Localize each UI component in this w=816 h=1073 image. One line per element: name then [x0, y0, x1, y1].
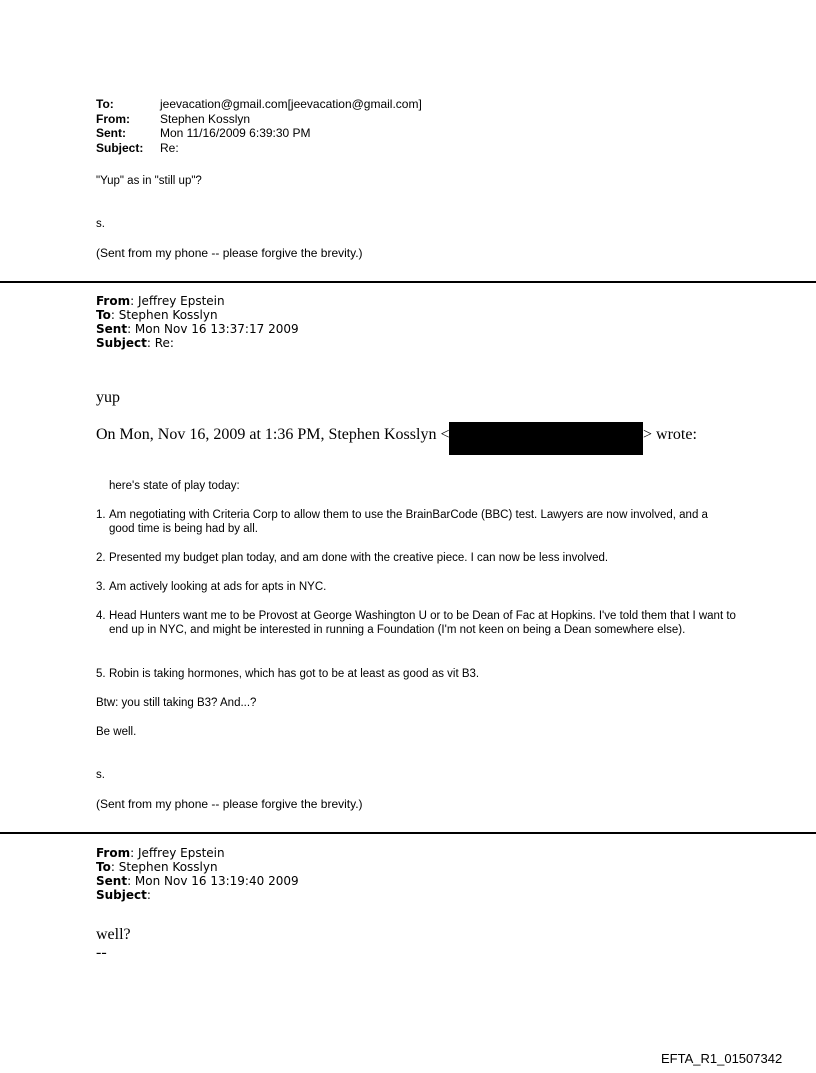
subject-value: : — [146, 888, 151, 902]
subject-row — [96, 336, 299, 350]
subject-value: Re: — [160, 140, 179, 155]
message1-body: "Yup" as in "still up"? — [96, 175, 202, 187]
from-label: From — [96, 294, 131, 308]
list-item — [96, 551, 736, 565]
from-row — [96, 846, 299, 860]
list-number: 1. — [96, 509, 106, 521]
list-number: 4. — [96, 610, 106, 622]
quote-intro-after: > wrote: — [643, 426, 697, 443]
to-label: To: — [96, 97, 114, 111]
list-number: 3. — [96, 581, 106, 593]
list-text: Head Hunters want me to be Provost at George Washington U or to be Dean of Fac at Hopkins. I've told them that I want to end up in NYC, and might be interested in running a Foundation (I'm not keen on being a Dean somewhere else). — [109, 610, 736, 636]
subject-label: Subject — [96, 336, 147, 350]
quoted-signature: (Sent from my phone -- please forgive the brevity.) — [96, 797, 363, 811]
to-value: : Stephen Kosslyn — [110, 308, 218, 322]
list-number: 5. — [96, 668, 106, 680]
message1-signature: (Sent from my phone -- please forgive the brevity.) — [96, 246, 363, 260]
sent-row — [96, 874, 299, 888]
to-label: To — [96, 860, 111, 874]
to-value: : Stephen Kosslyn — [110, 860, 218, 874]
subject-label: Subject: — [96, 140, 144, 155]
message2-header — [96, 294, 299, 350]
list-text: Am negotiating with Criteria Corp to allow them to use the BrainBarCode (BBC) test. Lawyers are now involved, and a good time is being had by all. — [109, 509, 708, 535]
quoted-intro: here's state of play today: — [109, 480, 240, 492]
quoted-closing: Be well. — [96, 726, 137, 738]
message1-signoff: s. — [96, 218, 105, 230]
sent-value: : Mon Nov 16 13:19:40 2009 — [127, 874, 299, 888]
sent-value: Mon 11/16/2009 6:39:30 PM — [160, 126, 311, 140]
from-row — [96, 112, 422, 127]
from-value: : Jeffrey Epstein — [130, 294, 225, 308]
list-text: Presented my budget plan today, and am done with the creative piece. I can now be less involved. — [109, 552, 609, 564]
quoted-signoff: s. — [96, 769, 105, 781]
subject-value: : Re: — [146, 336, 174, 350]
message3-dashes: -- — [96, 944, 107, 961]
document-id: EFTA_R1_01507342 — [661, 1051, 783, 1066]
list-text: Am actively looking at ads for apts in NYC. — [109, 581, 327, 593]
list-item — [96, 580, 736, 594]
sent-label: Sent: — [96, 126, 126, 140]
sent-label: Sent — [96, 322, 128, 336]
from-row — [96, 294, 299, 308]
from-value: : Jeffrey Epstein — [130, 846, 225, 860]
message3-header — [96, 846, 299, 902]
message3-body: well? — [96, 926, 131, 943]
separator-rule — [0, 832, 816, 834]
message1-header — [96, 97, 422, 155]
subject-row — [96, 141, 422, 156]
to-row — [96, 860, 299, 874]
list-text: Robin is taking hormones, which has got to be at least as good as vit B3. — [109, 668, 480, 680]
from-label: From: — [96, 111, 130, 126]
from-label: From — [96, 846, 131, 860]
redaction-box — [449, 422, 643, 455]
to-value: jeevacation@gmail.com[jeevacation@gmail.com] — [160, 97, 422, 111]
sent-row — [96, 126, 422, 141]
quoted-btw: Btw: you still taking B3? And...? — [96, 697, 257, 709]
sent-row — [96, 322, 299, 336]
to-label: To — [96, 308, 111, 322]
to-row — [96, 97, 422, 112]
quote-intro-before: On Mon, Nov 16, 2009 at 1:36 PM, Stephen Kosslyn < — [96, 426, 450, 443]
from-value: Stephen Kosslyn — [160, 111, 251, 126]
list-item — [96, 609, 736, 637]
sent-value: : Mon Nov 16 13:37:17 2009 — [127, 322, 299, 336]
to-row — [96, 308, 299, 322]
list-item — [96, 667, 736, 681]
subject-label: Subject — [96, 888, 147, 902]
subject-row — [96, 888, 299, 902]
message2-body: yup — [96, 389, 120, 406]
list-number: 2. — [96, 552, 106, 564]
quote-intro — [96, 426, 449, 444]
list-item — [96, 508, 736, 536]
sent-label: Sent — [96, 874, 128, 888]
separator-rule — [0, 281, 816, 283]
